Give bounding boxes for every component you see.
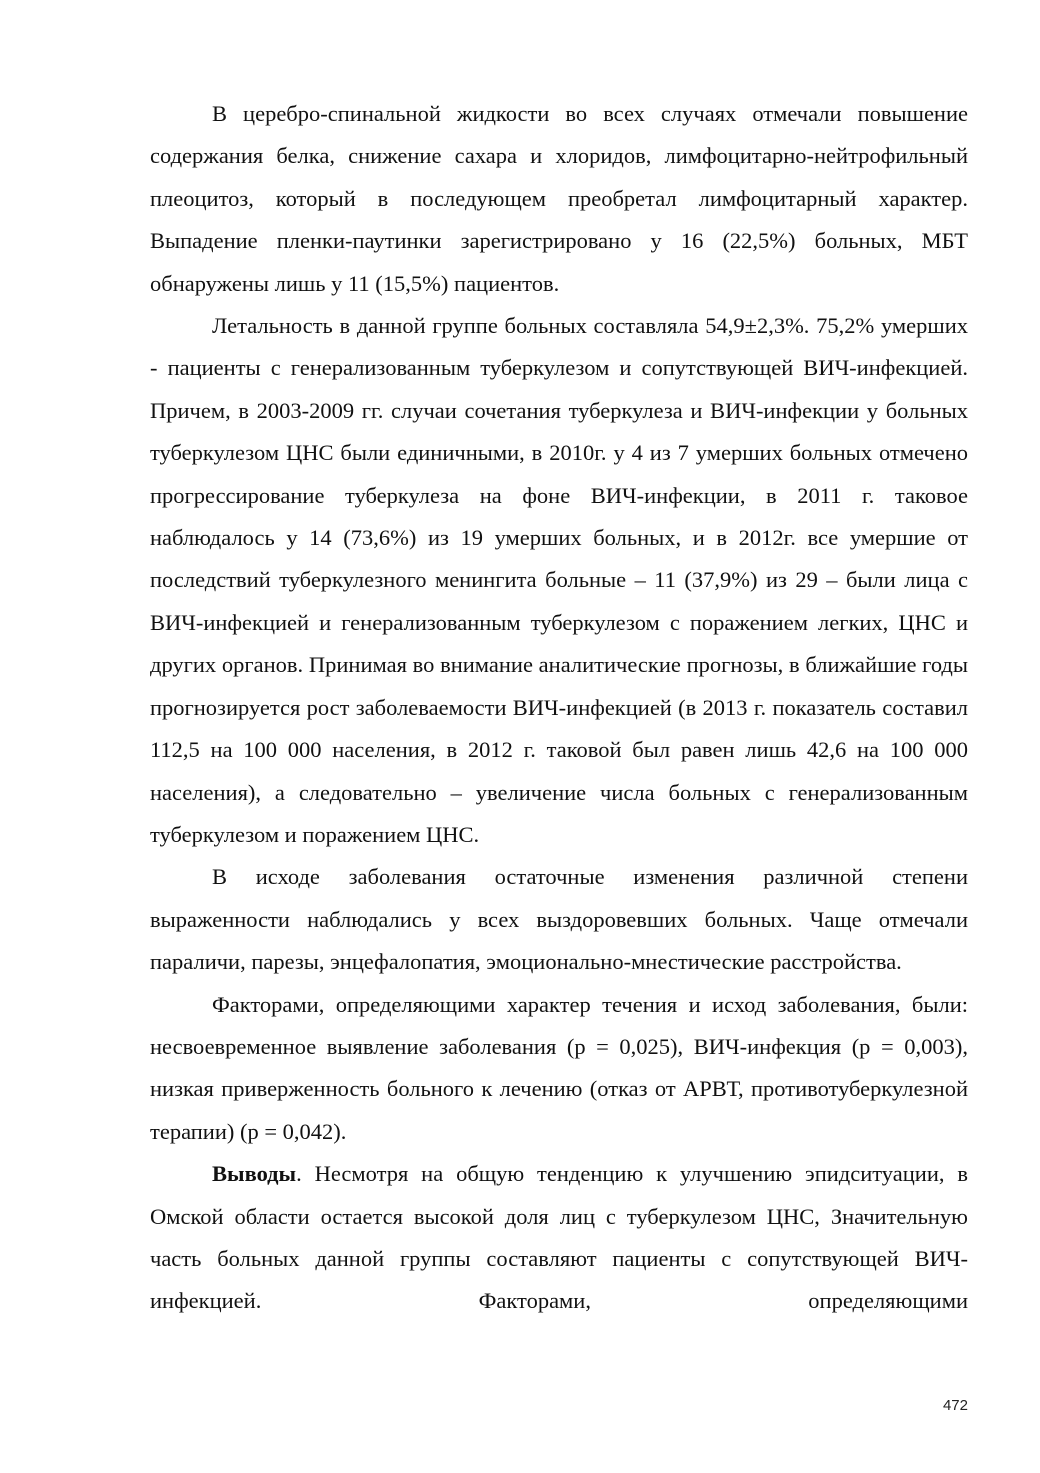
- paragraph-csf-findings: В церебро-спинальной жидкости во всех случаях отмечали повышение содержания белка, снижение сахара и хлоридов, лимфоцитарно-нейтрофильный плеоцитоз, который в последующем преобретал лимфоцитарный характер. Выпадение пленки-паутинки зарегистрировано у 16 (22,5%) больных, МБТ обнаружены лишь у 11 (15,5%) пациентов.: [150, 101, 968, 296]
- document-page: [150, 93, 968, 1323]
- paragraph-outcome: В исходе заболевания остаточные изменения различной степени выраженности наблюдались у всех выздоровевших больных. Чаще отмечали параличи, парезы, энцефалопатия, эмоционально-мнестические расстройства.: [150, 864, 968, 975]
- paragraph-conclusions: [150, 1153, 968, 1323]
- conclusion-heading: Выводы: [212, 1161, 297, 1187]
- page-number: 472: [942, 1397, 968, 1414]
- paragraph-factors: Факторами, определяющими характер течения и исход заболевания, были: несвоевременное выявление заболевания (р = 0,025), ВИЧ-инфекция (р = 0,003), низкая приверженность больного к лечению (отказ от АРВТ, противотуберкулезной терапии) (р = 0,042).: [150, 991, 968, 1144]
- paragraph-mortality: Летальность в данной группе больных составляла 54,9±2,3%. 75,2% умерших - пациенты с генерализованным туберкулезом и сопутствующей ВИЧ-инфекцией. Причем, в 2003-2009 гг. случаи сочетания туберкулеза и ВИЧ-инфекции у больных туберкулезом ЦНС были единичными, в 2010г. у 4 из 7 умерших больных отмечено прогрессирование туберкулеза на фоне ВИЧ-инфекции, в 2011 г. таковое наблюдалось у 14 (73,6%) из 19 умерших больных, и в 2012г. все умершие от последствий туберкулезного менингита больные – 11 (37,9%) из 29 – были лица с ВИЧ-инфекцией и генерализованным туберкулезом с поражением легких, ЦНС и других органов. Принимая во внимание аналитические прогнозы, в ближайшие годы прогнозируется рост заболеваемости ВИЧ-инфекцией (в 2013 г. показатель составил 112,5 на 100 000 населения, в 2012 г. таковой был равен лишь 42,6 на 100 000 населения), а следовательно – увеличение числа больных с генерализованным туберкулезом и поражением ЦНС.: [150, 313, 968, 847]
- conclusion-text: . Несмотря на общую тенденцию к улучшению эпидситуации, в Омской области остается высокой доля лиц с туберкулезом ЦНС, Значительную часть больных данной группы составляют пациенты с сопутствующей ВИЧ-инфекцией. Факторами, определяющими: [150, 1161, 968, 1314]
